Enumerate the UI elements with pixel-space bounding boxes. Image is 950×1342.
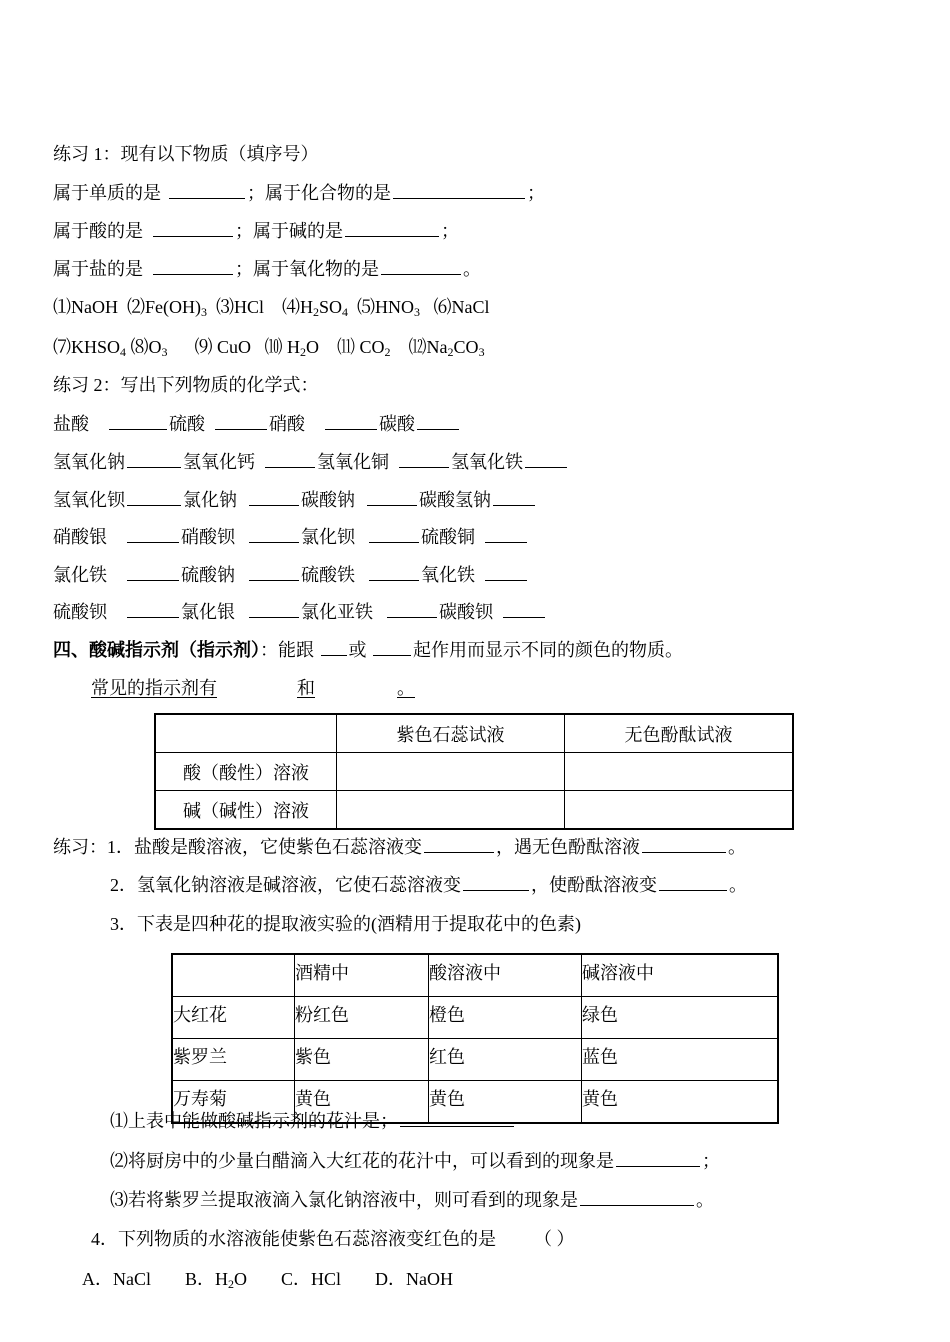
label: ；属于氧化物的是 <box>235 259 379 279</box>
table-row <box>172 1039 778 1081</box>
answer-blank[interactable] <box>265 451 315 468</box>
table-row <box>172 997 778 1039</box>
answer-blank[interactable] <box>373 639 411 656</box>
substance-name: 碳酸钠 <box>301 490 355 510</box>
answer-blank[interactable] <box>400 1110 514 1127</box>
substance-name: 硫酸铜 <box>421 527 475 547</box>
table-cell: 蓝色 <box>582 1039 779 1081</box>
formula-row <box>53 526 529 548</box>
table-cell <box>155 714 337 753</box>
answer-blank[interactable] <box>367 489 417 506</box>
answer-blank[interactable] <box>417 413 459 430</box>
answer-blank[interactable] <box>127 489 181 506</box>
substance-name: 氢氧化铁 <box>451 452 523 472</box>
label: 常见的指示剂有 <box>91 678 217 698</box>
table-cell: 绿色 <box>582 997 779 1039</box>
answer-blank[interactable] <box>493 489 535 506</box>
label: 。 <box>729 875 747 895</box>
substance-name: 碳酸氢钠 <box>419 490 491 510</box>
answer-blank[interactable] <box>369 564 419 581</box>
table-cell: 紫色石蕊试液 <box>337 714 565 753</box>
substance: ⑶HCl <box>216 297 265 317</box>
substance-list-1 <box>53 296 490 318</box>
answer-cell[interactable] <box>565 753 794 791</box>
label: 起作用而显示不同的颜色的物质。 <box>413 640 683 660</box>
option-c[interactable]: C．HCl <box>281 1269 342 1289</box>
label: ⑴上表中能做酸碱指示剂的花汁是； <box>110 1111 398 1131</box>
table-row <box>155 714 793 753</box>
label: 属于盐的是 <box>53 259 143 279</box>
substance: ⑼ CuO <box>194 337 252 357</box>
exercise2-title: 练习 2：写出下列物质的化学式： <box>53 375 319 395</box>
label: ⑵将厨房中的少量白醋滴入大红花的花汁中，可以看到的现象是 <box>110 1151 614 1171</box>
label: 或 <box>348 640 371 660</box>
formula-row <box>53 451 569 473</box>
table-cell: 酸溶液中 <box>429 954 582 997</box>
indicator-table <box>154 713 794 830</box>
answer-blank[interactable] <box>325 413 377 430</box>
answer-blank[interactable] <box>580 1189 694 1206</box>
answer-blank[interactable] <box>525 451 567 468</box>
answer-blank[interactable] <box>127 601 179 618</box>
question-4 <box>91 1228 575 1250</box>
substance-name: 氯化钠 <box>183 490 237 510</box>
substance: $⑸HNO_3$ <box>357 297 421 319</box>
substance-name: 氢氧化钙 <box>183 452 255 472</box>
substance: ⑴NaOH <box>53 297 118 317</box>
practice-q2 <box>110 874 747 896</box>
substance: $⑵Fe(OH)_3$ <box>127 297 207 319</box>
substance: $⑿Na_2CO_3$ <box>408 337 485 359</box>
substance-name: 硝酸 <box>269 414 305 434</box>
option-a[interactable]: A．NaCl <box>82 1269 151 1289</box>
answer-blank[interactable] <box>387 601 437 618</box>
subquestion-1 <box>110 1110 516 1132</box>
answer-cell[interactable] <box>565 791 794 830</box>
answer-blank[interactable] <box>249 564 299 581</box>
label: ⑶若将紫罗兰提取液滴入氯化钠溶液中，则可看到的现象是 <box>110 1190 578 1210</box>
formula-row <box>53 413 461 435</box>
label: ，遇无色酚酞溶液 <box>496 837 640 857</box>
answer-blank[interactable] <box>463 874 529 891</box>
table-cell: 粉红色 <box>295 997 429 1039</box>
answer-blank[interactable] <box>399 451 449 468</box>
table-cell: 无色酚酞试液 <box>565 714 794 753</box>
section-heading: 四、酸碱指示剂（指示剂） <box>53 640 260 660</box>
label: ：能跟 <box>260 640 319 660</box>
substance: $⑺KHSO_4$ <box>53 337 127 359</box>
common-indicators-line <box>91 677 421 699</box>
substance-name: 硫酸 <box>169 414 205 434</box>
table-cell: 橙色 <box>429 997 582 1039</box>
practice-q1 <box>53 836 746 858</box>
substance-name: 碳酸钡 <box>439 602 493 622</box>
table-cell: 碱（碱性）溶液 <box>155 791 337 830</box>
label: 。 <box>463 259 481 279</box>
answer-blank[interactable] <box>381 258 461 275</box>
substance-name: 氧化铁 <box>421 565 475 585</box>
label: 练习：1．盐酸是酸溶液，它使紫色石蕊溶液变 <box>53 837 422 857</box>
table-cell: 万寿菊 <box>172 1081 295 1124</box>
label: ； <box>441 221 459 241</box>
substance: ⑽ $H_2O$ <box>264 337 320 359</box>
answer-blank[interactable] <box>169 182 245 199</box>
substance-name: 硫酸钡 <box>53 602 107 622</box>
label: 。 <box>728 837 746 857</box>
substance-name: 氢氧化铜 <box>317 452 389 472</box>
answer-blank[interactable] <box>127 564 179 581</box>
answer-blank[interactable] <box>127 451 181 468</box>
label: ； <box>702 1151 720 1171</box>
answer-blank[interactable] <box>215 413 267 430</box>
exercise1-line3 <box>53 258 481 280</box>
substance-name: 碳酸 <box>379 414 415 434</box>
table-cell: 大红花 <box>172 997 295 1039</box>
answer-blank[interactable] <box>424 836 494 853</box>
table-row <box>155 791 793 830</box>
table-cell: 黄色 <box>429 1081 582 1124</box>
label: 和 <box>297 678 315 698</box>
answer-cell[interactable] <box>337 753 565 791</box>
table-cell: 酸（酸性）溶液 <box>155 753 337 791</box>
table-cell: 黄色 <box>582 1081 779 1124</box>
label: ； <box>527 183 545 203</box>
substance: ⑹NaCl <box>433 297 490 317</box>
answer-blank[interactable] <box>249 489 299 506</box>
formula-row <box>53 564 529 586</box>
substance-list-2 <box>53 336 485 358</box>
formula-row <box>53 489 537 511</box>
exercise1-title: 练习 1：现有以下物质（填序号） <box>53 144 319 164</box>
answer-blank[interactable] <box>642 836 726 853</box>
substance-name: 硫酸铁 <box>301 565 355 585</box>
exercise1-line2 <box>53 220 459 242</box>
practice-q3: 3．下表是四种花的提取液实验的(酒精用于提取花中的色素) <box>110 914 581 934</box>
substance-name: 氯化银 <box>181 602 235 622</box>
label: 属于单质的是 <box>53 183 161 203</box>
table-cell: 紫色 <box>295 1039 429 1081</box>
subquestion-2 <box>110 1150 720 1172</box>
indicator-definition <box>53 639 683 661</box>
substance-name: 氢氧化钠 <box>53 452 125 472</box>
answer-blank[interactable] <box>321 639 347 656</box>
answer-blank[interactable] <box>153 220 233 237</box>
substance-name: 硫酸钠 <box>181 565 235 585</box>
label: 。 <box>397 678 415 698</box>
answer-blank[interactable] <box>369 526 419 543</box>
answer-blank[interactable] <box>485 564 527 581</box>
answer-blank[interactable] <box>485 526 527 543</box>
substance: ⑾ $CO_2$ <box>337 337 391 359</box>
option-d[interactable]: D．NaOH <box>375 1269 454 1289</box>
answer-cell[interactable] <box>337 791 565 830</box>
table-cell: 紫罗兰 <box>172 1039 295 1081</box>
label: 。 <box>696 1190 714 1210</box>
substance-name: 氯化亚铁 <box>301 602 373 622</box>
exercise1-line1 <box>53 182 545 204</box>
question-stem: 4．下列物质的水溶液能使紫色石蕊溶液变红色的是 <box>91 1229 496 1249</box>
label: 2．氢氧化钠溶液是碱溶液，它使石蕊溶液变 <box>110 875 461 895</box>
label: ；属于化合物的是 <box>247 183 391 203</box>
label: ，使酚酞溶液变 <box>531 875 657 895</box>
substance-name: 硝酸钡 <box>181 527 235 547</box>
substance-name: 氯化铁 <box>53 565 107 585</box>
substance-name: 盐酸 <box>53 414 89 434</box>
answer-blank[interactable] <box>345 220 439 237</box>
question-4-options <box>82 1268 453 1290</box>
substance-name: 氯化钡 <box>301 527 355 547</box>
label: ；属于碱的是 <box>235 221 343 241</box>
label: 属于酸的是 <box>53 221 143 241</box>
table-cell <box>172 954 295 997</box>
substance-name: 氢氧化钡 <box>53 490 125 510</box>
answer-blank[interactable] <box>503 601 545 618</box>
substance-name: 硝酸银 <box>53 527 107 547</box>
answer-blank[interactable] <box>393 182 525 199</box>
answer-blank[interactable] <box>249 601 299 618</box>
subquestion-3 <box>110 1189 714 1211</box>
substance: $⑻O_3$ <box>130 337 168 359</box>
answer-blank[interactable] <box>127 526 179 543</box>
answer-blank[interactable] <box>616 1150 700 1167</box>
answer-blank[interactable] <box>109 413 167 430</box>
table-cell: 黄色 <box>295 1081 429 1124</box>
flower-table <box>171 953 779 1124</box>
substance: $⑷H_2SO_4$ <box>282 297 349 319</box>
formula-row <box>53 601 547 623</box>
answer-parentheses[interactable]: （ ） <box>534 1229 575 1249</box>
table-cell: 酒精中 <box>295 954 429 997</box>
table-row <box>155 753 793 791</box>
table-cell: 碱溶液中 <box>582 954 779 997</box>
table-cell: 红色 <box>429 1039 582 1081</box>
answer-blank[interactable] <box>153 258 233 275</box>
table-row <box>172 954 778 997</box>
answer-blank[interactable] <box>249 526 299 543</box>
option-b[interactable]: B．$H_2O$ <box>185 1269 248 1291</box>
answer-blank[interactable] <box>659 874 727 891</box>
